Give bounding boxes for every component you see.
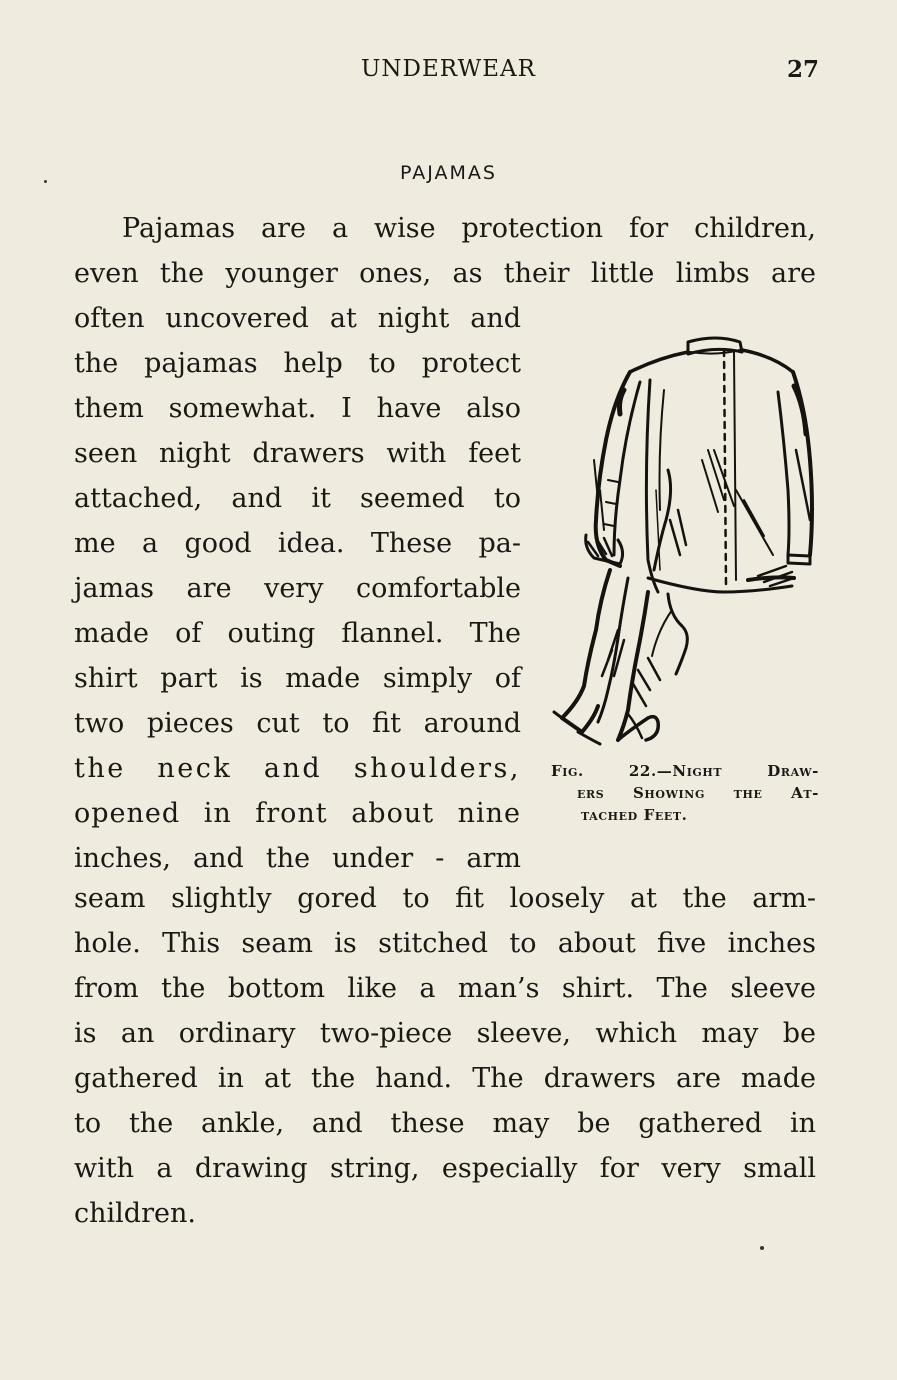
figure-caption — [551, 760, 819, 826]
paragraph-bottom — [74, 876, 816, 1236]
caption-line: Fig. 22.—Night Draw- — [551, 762, 819, 780]
text-line: seam slightly gored to fit loosely at the arm- — [74, 883, 816, 914]
text-line: jamas are very comfortable — [74, 573, 521, 604]
text-line: Pajamas are a wise protection for children, — [122, 213, 816, 244]
text-line: gathered in at the hand. The drawers are made — [74, 1063, 816, 1094]
text-line: attached, and it seemed to — [74, 483, 521, 514]
running-head — [0, 56, 897, 96]
caption-line: ers Showing the At- — [577, 784, 819, 802]
text-line: shirt part is made simply of — [74, 663, 521, 694]
paper-speck — [44, 180, 47, 183]
paragraph-wrapped — [74, 296, 521, 881]
text-line: with a drawing string, especially for very small — [74, 1153, 816, 1184]
text-line: is an ordinary two-piece sleeve, which may be — [74, 1018, 816, 1049]
caption-line: tached Feet. — [581, 806, 688, 824]
paragraph-top — [74, 206, 816, 296]
text-line: to the ankle, and these may be gathered in — [74, 1108, 816, 1139]
paper-speck — [760, 1246, 764, 1250]
text-line: opened in front about nine — [74, 798, 521, 829]
night-drawers-illustration — [548, 330, 818, 750]
text-line: hole. This seam is stitched to about five inches — [74, 928, 816, 959]
text-line: inches, and the under - arm — [74, 843, 521, 874]
text-line: children. — [74, 1198, 196, 1229]
text-line: often uncovered at night and — [74, 303, 521, 334]
running-title: UNDERWEAR — [361, 56, 536, 82]
text-line: made of outing flannel. The — [74, 618, 521, 649]
text-line: even the younger ones, as their little limbs are — [74, 258, 816, 289]
text-line: me a good idea. These pa- — [74, 528, 521, 559]
text-line: the pajamas help to protect — [74, 348, 521, 379]
text-line: them somewhat. I have also — [74, 393, 521, 424]
text-line: two pieces cut to fit around — [74, 708, 521, 739]
text-line: from the bottom like a man’s shirt. The sleeve — [74, 973, 816, 1004]
section-heading: PAJAMAS — [400, 162, 497, 184]
text-line: the neck and shoulders, — [74, 753, 521, 784]
text-line: seen night drawers with feet — [74, 438, 521, 469]
page-number: 27 — [787, 56, 820, 83]
